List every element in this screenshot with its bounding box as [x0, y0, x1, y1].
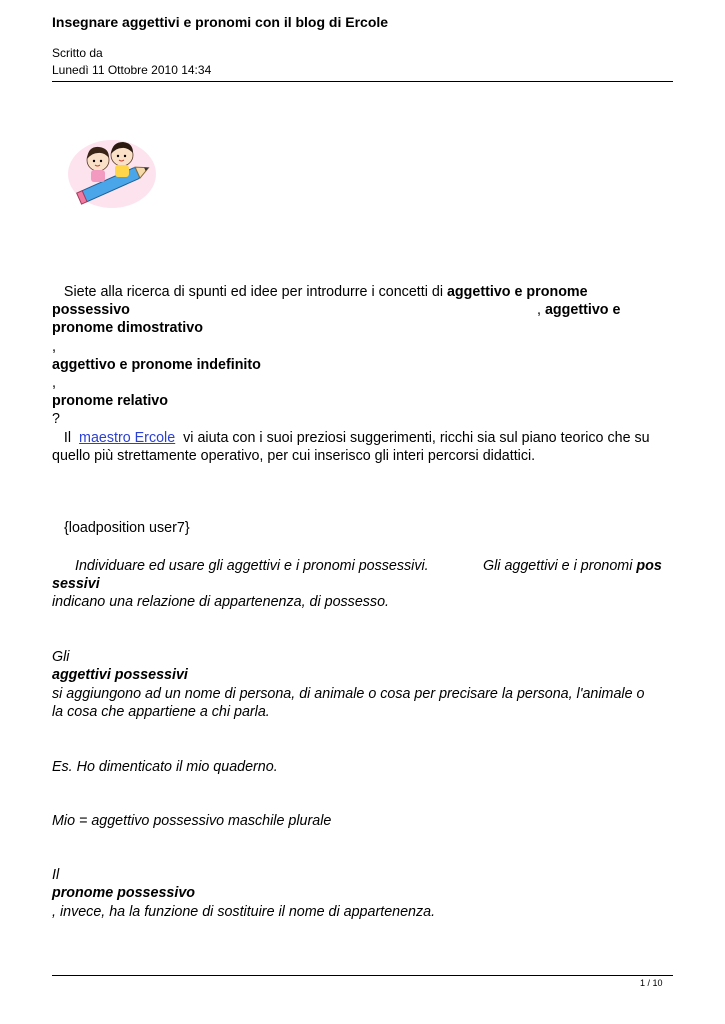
pron-desc: , invece, ha la funzione di sostituire il nome di appartenenza. [52, 904, 436, 920]
il-word: Il [63, 430, 72, 446]
section-sentence [483, 557, 662, 575]
document-title: Insegnare aggettivi e pronomi con il blog di Ercole [52, 14, 389, 30]
intro-line-10: quello più strettamente operativo, per cui inserisco gli interi percorsi didattici. [52, 448, 536, 464]
sentence-start: Gli aggettivi e i pronomi [483, 558, 633, 574]
comma-1: , [52, 339, 56, 355]
intro-term-possessive-cont: possessivo [52, 302, 130, 318]
agg-desc-line-1: si aggiungono ad un nome di persona, di animale o cosa per precisare la persona, l'animale o [52, 686, 645, 702]
intro-term-possessive: aggettivo e pronome [446, 284, 588, 300]
comma: , [537, 302, 541, 318]
term-pronome-possessivo: pronome possessivo [52, 885, 196, 901]
il-word-2: Il [52, 867, 60, 883]
footer-divider [52, 975, 673, 976]
intro-term-demonstrative-cont: pronome dimostrativo [52, 320, 203, 336]
bold-sessivi: sessivi [52, 576, 100, 592]
bold-pos: pos [636, 558, 662, 574]
intro-term-demonstrative: aggettivo e [544, 302, 621, 318]
intro-line-9-text: vi aiuta con i suoi preziosi suggerimenti, ricchi sia sul piano teorico che su [183, 430, 650, 446]
comma-2: , [52, 375, 56, 391]
header-divider [52, 81, 673, 82]
page-number: 1 / 10 [640, 978, 663, 988]
section-desc: indicano una relazione di appartenenza, di possesso. [52, 594, 390, 610]
intro-line-2-right [537, 301, 620, 319]
example-sentence: Es. Ho dimenticato il mio quaderno. [52, 759, 278, 775]
intro-term-indefinite: aggettivo e pronome indefinito [52, 357, 261, 373]
question-mark: ? [52, 411, 60, 427]
section-heading: Individuare ed usare gli aggettivi e i pronomi possessivi. [75, 558, 429, 574]
kids-on-pencil-illustration [66, 132, 158, 212]
mio-definition: Mio = aggettivo possessivo maschile plurale [52, 813, 332, 829]
publish-date: Lunedì 11 Ottobre 2010 14:34 [52, 63, 212, 77]
intro-line-9 [52, 429, 650, 447]
intro-term-relative: pronome relativo [52, 393, 168, 409]
loadposition-placeholder: {loadposition user7} [64, 520, 190, 536]
intro-text: Siete alla ricerca di spunti ed idee per introdurre i concetti di [63, 284, 443, 300]
intro-line-1 [52, 283, 588, 301]
maestro-ercole-link[interactable]: maestro Ercole [79, 430, 176, 446]
agg-desc-line-2: la cosa che appartiene a chi parla. [52, 704, 270, 720]
author-label: Scritto da [52, 46, 103, 60]
gli-word: Gli [52, 649, 70, 665]
term-aggettivi-possessivi: aggettivi possessivi [52, 667, 188, 683]
